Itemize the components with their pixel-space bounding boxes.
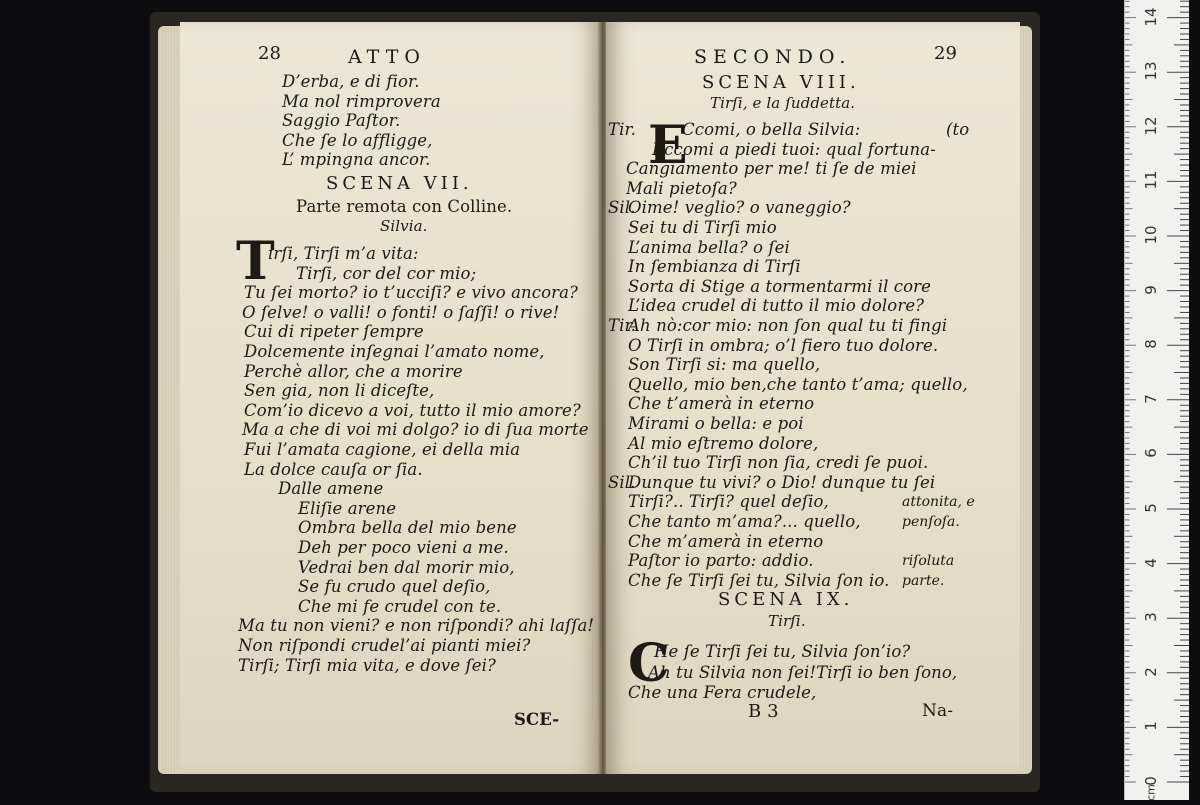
verse-line: Dalle amene (278, 479, 384, 499)
ruler-label: 2 (1142, 667, 1160, 677)
signature-mark: B 3 (748, 701, 779, 722)
ruler-label: 12 (1142, 116, 1160, 136)
stage-direction: penſoſa. (902, 514, 960, 530)
right-page (606, 22, 1020, 774)
ruler-label: 1 (1142, 721, 1160, 732)
dialogue-line: Che t’amerà in eterno (628, 394, 815, 414)
ruler-unit: cm (1144, 784, 1158, 801)
stage-direction: parte. (902, 572, 945, 589)
scene-title-viii: SCENA VIII. (702, 72, 860, 93)
dialogue-line: Ch’il tuo Tirſi non ſia, credi ſe puoi. (628, 453, 929, 473)
verse-line: Che ſe lo affligge, (282, 130, 433, 150)
scene-setting: Parte remota con Colline. (296, 197, 513, 216)
dialogue-line: Che tanto m’ama?... quello, (628, 512, 861, 531)
verse-line: He ſe Tirſi ſei tu, Silvia ſon’io? (654, 642, 911, 661)
verse-line: Che mi fe crudel con te. (298, 596, 502, 616)
ruler-label: 0 (1142, 776, 1160, 786)
dialogue-line: Sei tu di Tirſi mio (628, 218, 777, 237)
dialogue-line: Paſtor io parto: addio. (628, 551, 814, 571)
ruler-label: 11 (1142, 170, 1160, 190)
dialogue-line: Tirſi?.. Tirſi? quel deſio, (628, 492, 829, 512)
verse-line: Tu ſei morto? io t’ucciſi? e vivo ancora? (244, 283, 579, 303)
measurement-ruler (1124, 0, 1189, 800)
verse-line: Saggio Paſtor. (282, 111, 401, 130)
scene-characters: Tirſi, e la ſuddetta. (710, 94, 856, 112)
ruler-label: 13 (1142, 61, 1160, 81)
dialogue-line: O Tirſi in ombra; o’l fiero tuo dolore. (628, 335, 939, 355)
aside-mark: (to (946, 120, 970, 139)
verse-line: Ah tu Silvia non ſei!Tirſi io ben ſono, (648, 662, 958, 682)
drop-cap-c: C (628, 633, 670, 694)
ruler-label: 6 (1142, 448, 1160, 459)
verse-line: Fui l’amata cagione, ei della mia (244, 440, 521, 459)
dialogue-line: Sorta di Stige a tormentarmi il core (628, 276, 932, 296)
scene-title-vii: SCENA VII. (326, 173, 473, 194)
ruler-label: 9 (1142, 284, 1160, 295)
verse-line: Se fu crudo quel deſio, (298, 577, 491, 597)
dialogue-line: Quello, mio ben,che tanto t’ama; quello, (628, 374, 968, 394)
verse-line: Non riſpondi crudel’ai pianti miei? (238, 636, 531, 655)
dialogue-line: Dunque tu vivi? o Dio! dunque tu ſei (628, 472, 936, 492)
dialogue-line: L’idea crudel di tutto il mio dolore? (628, 296, 925, 316)
dialogue-line: Eccomi a piedi tuoi: qual fortuna- (652, 139, 936, 159)
verse-line: Tirſi; Tirſi mia vita, e dove ſei? (238, 655, 496, 675)
running-head-right: SECONDO. (694, 46, 852, 68)
page-number-left: 28 (258, 43, 282, 64)
scene-character-tirsi: Tirſi. (768, 612, 806, 630)
verse-line: D’erba, e di fior. (282, 72, 420, 91)
dialogue-line: In ſembianza di Tirſi (628, 257, 801, 277)
drop-cap-t: T (236, 231, 275, 292)
verse-line: Com’io dicevo a voi, tutto il mio amore? (244, 400, 581, 420)
dialogue-line: Oime! veglio? o vaneggio? (628, 198, 851, 218)
running-head-left: ATTO (348, 46, 426, 68)
left-page (180, 22, 600, 774)
verse-line: Eliſie arene (298, 498, 397, 518)
speaker-label: Sil. (608, 472, 636, 492)
verse-line: Ma tu non vieni? e non riſpondi? ahi laſſa! (238, 616, 595, 636)
drop-cap-e: E (648, 115, 688, 176)
catchword-right: Na- (922, 701, 954, 721)
speaker-label: Tir. (608, 316, 637, 335)
verse-line: L’ mpingna ancor. (282, 150, 431, 169)
ruler-label: 7 (1142, 394, 1160, 404)
verse-line: Dolcemente inſegnai l’amato nome, (244, 342, 545, 361)
verse-line: Perchè allor, che a morire (244, 361, 463, 381)
ruler-label: 14 (1142, 7, 1160, 27)
verse-line: Deh per poco vieni a me. (298, 538, 509, 557)
ruler-label: 8 (1142, 339, 1160, 349)
verse-line: irſi, Tirſi m’a vita: (268, 244, 419, 263)
verse-line: La dolce cauſa or ſia. (244, 459, 423, 479)
page-number-right: 29 (934, 43, 958, 64)
ruler-label: 3 (1142, 612, 1160, 622)
verse-line: Cui di ripeter ſempre (244, 322, 424, 342)
ruler-label: 10 (1142, 225, 1160, 245)
ruler-label: 5 (1142, 503, 1160, 513)
dialogue-line: Ah nò:cor mio: non ſon qual tu ti fingi (628, 316, 948, 335)
verse-line: Tirſi, cor del cor mio; (296, 263, 477, 283)
verse-line: Vedrai ben dal morir mio, (298, 557, 515, 577)
verse-line: Ma a che di voi mi dolgo? io di ſua morte (242, 420, 589, 440)
dialogue-line: L’anima bella? o ſei (628, 237, 790, 257)
verse-line: Sen gia, non li diceſte, (244, 381, 435, 401)
dialogue-line: Son Tirſi si: ma quello, (628, 355, 821, 375)
dialogue-line: Che ſe Tirſi ſei tu, Silvia ſon io. (628, 570, 890, 590)
dialogue-line: Mali pietoſa? (626, 178, 737, 198)
dialogue-line: Cangiamento per me! ti ſe de miei (626, 159, 917, 179)
catchword-left: SCE- (514, 710, 560, 729)
dialogue-line: Ccomi, o bella Silvia: (682, 120, 861, 139)
verse-line: Ombra bella del mio bene (298, 518, 517, 538)
scene-character: Silvia. (380, 217, 428, 235)
speaker-label: Tir. (608, 120, 637, 139)
verse-line: Ma nol rimprovera (282, 91, 441, 111)
dialogue-line: Mirami o bella: e poi (628, 414, 804, 433)
dialogue-line: Che m’amerà in eterno (628, 531, 824, 551)
stage-direction: attonita, e (902, 494, 975, 511)
speaker-label: Sil. (608, 198, 636, 218)
verse-line: O ſelve! o valli! o fonti! o ſaſſi! o rive! (242, 302, 560, 322)
stage-direction: riſoluta (902, 553, 955, 570)
scene-title-ix: SCENA IX. (718, 589, 854, 610)
dialogue-line: Al mio eſtremo dolore, (628, 433, 819, 453)
verse-line: Che una Fera crudele, (628, 683, 817, 702)
ruler-label: 4 (1142, 557, 1160, 568)
